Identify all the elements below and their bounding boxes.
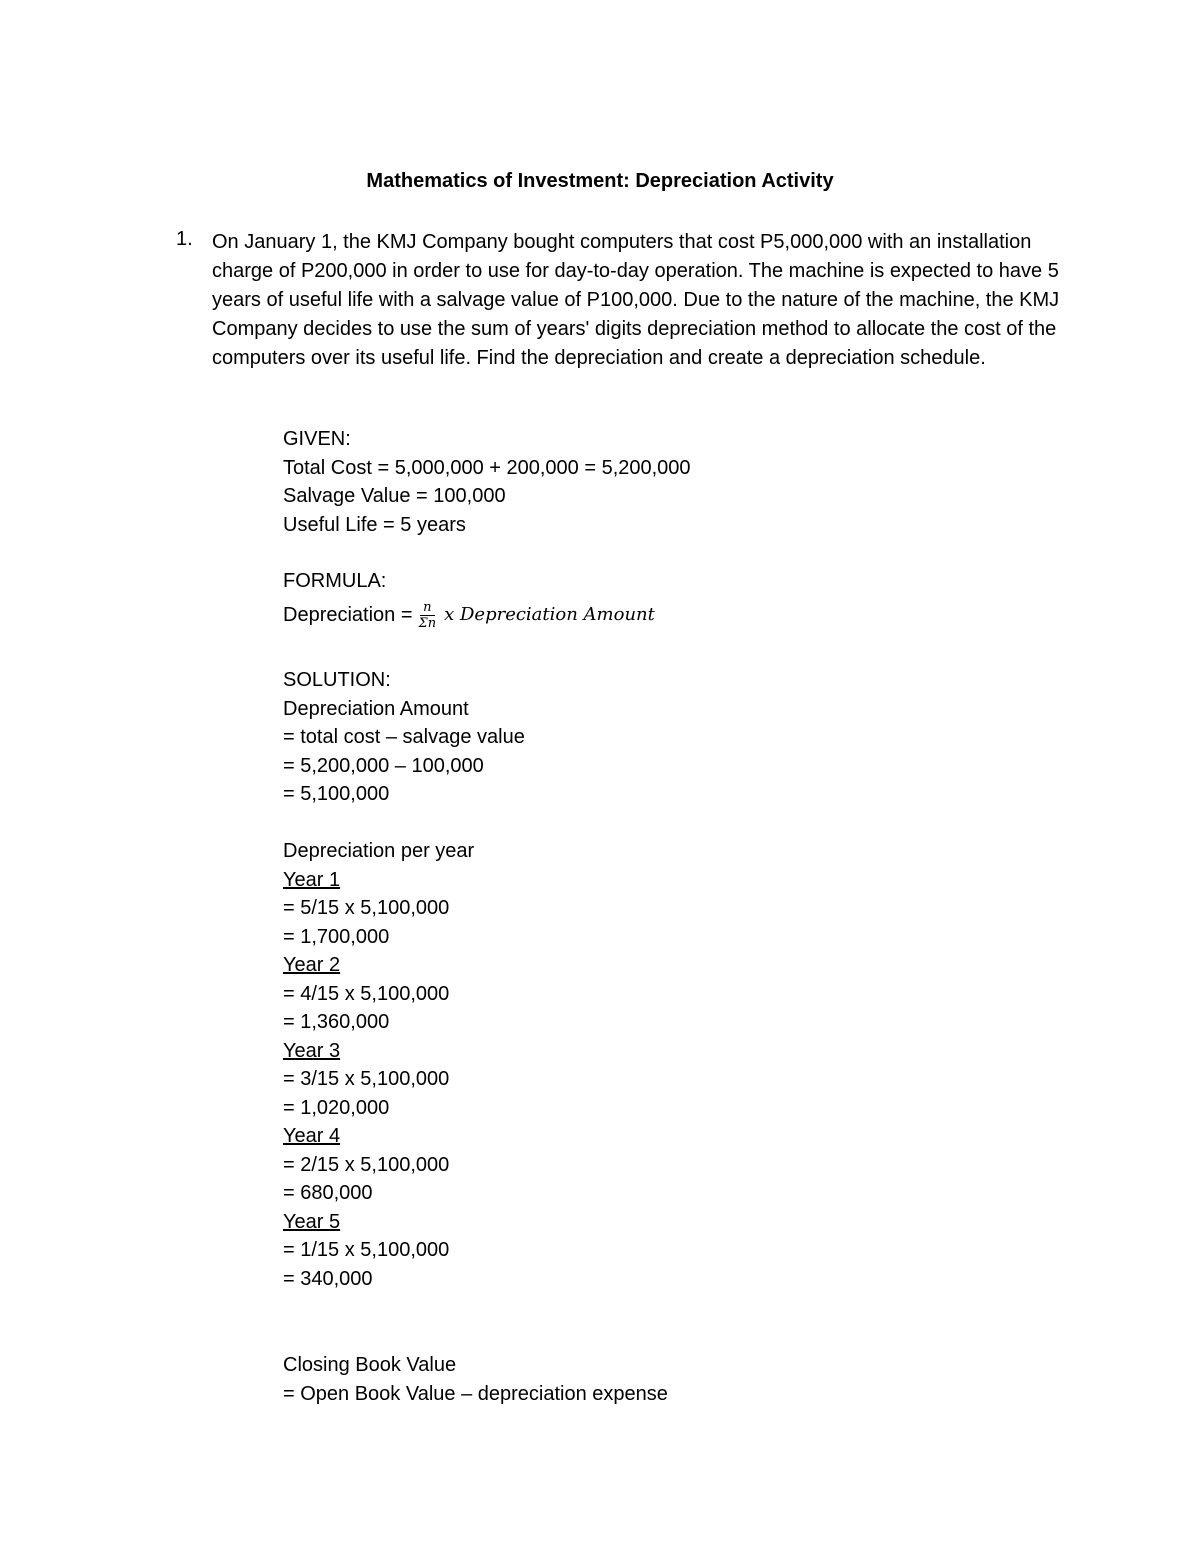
year-label: Year 3	[283, 1039, 341, 1062]
document-title: Mathematics of Investment: Depreciation Activity	[366, 170, 834, 192]
solution-line: Depreciation Amount	[283, 697, 469, 720]
year-result: = 340,000	[283, 1267, 373, 1290]
closing-line: = Open Book Value – depreciation expense	[283, 1382, 668, 1405]
formula-heading: FORMULA:	[283, 570, 387, 592]
formula-rhs: x Depreciation Amount	[444, 604, 655, 626]
given-heading: GIVEN:	[283, 428, 351, 450]
formula-numerator: n	[420, 600, 434, 616]
given-salvage-value: Salvage Value = 100,000	[283, 485, 506, 507]
solution-line: = 5,100,000	[283, 783, 390, 805]
year-calc: = 5/15 x 5,100,000	[283, 897, 450, 919]
solution-line: = 5,200,000 – 100,000	[283, 754, 484, 777]
year-result: = 1,700,000	[283, 925, 390, 948]
year-result: = 1,360,000	[283, 1011, 390, 1033]
year-calc: = 2/15 x 5,100,000	[283, 1153, 450, 1176]
closing-section	[283, 1351, 668, 1408]
question-number: 1.	[176, 228, 193, 250]
solution-section	[283, 666, 525, 809]
solution-line: = total cost – salvage value	[283, 726, 525, 748]
year-result: = 1,020,000	[283, 1096, 390, 1119]
formula-lhs: Depreciation =	[283, 604, 413, 627]
year-label: Year 2	[283, 954, 341, 976]
year-label: Year 5	[283, 1210, 341, 1233]
per-year-heading: Depreciation per year	[283, 840, 475, 862]
year-calc: = 3/15 x 5,100,000	[283, 1068, 450, 1090]
given-total-cost: Total Cost = 5,000,000 + 200,000 = 5,200,000	[283, 456, 691, 479]
given-useful-life: Useful Life = 5 years	[283, 513, 466, 536]
year-calc: = 1/15 x 5,100,000	[283, 1239, 450, 1261]
formula-denominator: Σn	[418, 616, 437, 631]
given-section	[283, 425, 691, 539]
year-calc: = 4/15 x 5,100,000	[283, 982, 450, 1005]
year-label: Year 4	[283, 1125, 341, 1147]
formula-fraction	[417, 600, 439, 631]
formula-equation	[283, 596, 655, 636]
formula-section	[283, 567, 655, 636]
year-result: = 680,000	[283, 1182, 373, 1204]
year-label: Year 1	[283, 868, 341, 891]
per-year-section	[283, 837, 474, 1293]
closing-heading: Closing Book Value	[283, 1354, 457, 1376]
question-text: On January 1, the KMJ Company bought computers that cost P5,000,000 with an installation charge of P200,000 in order to use for day-to-day operation. The machine is expected to have 5 years of useful life with a salvage value of P100,000. Due to the nature of the machine, the KMJ Company decides to use the sum of years' digits depreciation method to allocate the cost of the computers over its useful life. Find the depreciation and create a depreciation schedule.	[212, 231, 1060, 369]
solution-heading: SOLUTION:	[283, 669, 391, 691]
